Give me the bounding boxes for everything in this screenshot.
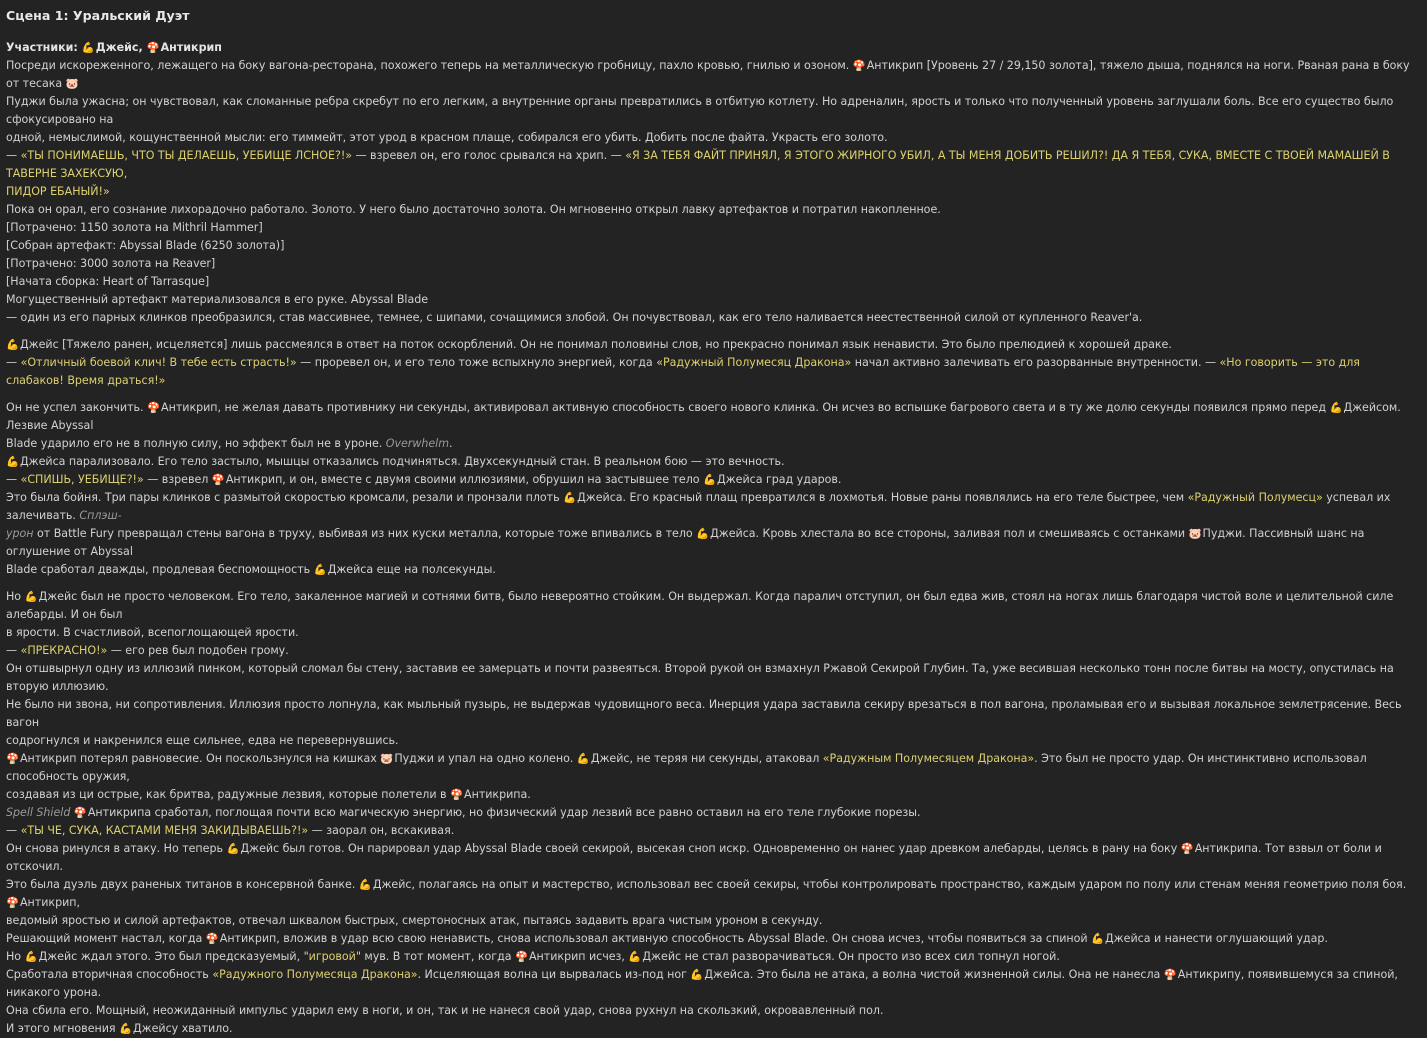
- story-line: Blade ударило его не в полную силу, но эффект был не в уроне. Overwhelm.: [6, 437, 453, 450]
- dialogue-quote: «ПРЕКРАСНО!»: [20, 644, 108, 657]
- flexed-biceps-icon: 💪: [1329, 402, 1343, 414]
- flexed-biceps-icon: 💪: [226, 843, 240, 855]
- mushroom-icon: 🍄: [147, 402, 161, 414]
- story-line: — «ТЫ ЧЕ, СУКА, КАСТАМИ МЕНЯ ЗАКИДЫВАЕШЬ?!» — заорал он, вскакивая.: [6, 824, 455, 837]
- story-line: урон от Battle Fury превращал стены вагона в труху, выбивая из них куски металла, которые тоже впивались в тело 💪Джейса. Кровь хлестала во все стороны, заливая пол и смешиваясь с останками 🐷Пуджи. Пассивный шанс на оглушение от Abyssal: [6, 527, 1365, 558]
- dialogue-quote: «Но говорить — это для слабаков! Время драться!»: [6, 356, 1360, 387]
- story-line: — «ТЫ ПОНИМАЕШЬ, ЧТО ТЫ ДЕЛАЕШЬ, УЕБИЩЕ ЛСНОЕ?!» — взревел он, его голос срывался на хрип. — «Я ЗА ТЕБЯ ФАЙТ ПРИНЯЛ, Я ЭТОГО ЖИРНОГО УБИЛ, А ТЫ МЕНЯ ДОБИТЬ РЕШИЛ?! ДА Я ТЕБЯ, СУКА, ВМЕСТЕ С ТВОЕЙ МАМАШЕЙ В ТАВЕРНЕ ЗАХЕКСУЮ,: [6, 149, 1390, 180]
- mushroom-icon: 🍄: [146, 42, 160, 54]
- story-line: Это была бойня. Три пары клинков с размытой скоростью кромсали, резали и пронзали плоть 💪Джейса. Его красный плащ превратился в лохмотья. Новые раны появлялись на его теле быстрее, чем «Радужный Полумесц» успевал их залечивать. Сплэш-: [6, 491, 1391, 522]
- paragraph-gap: [6, 327, 1417, 336]
- flexed-biceps-icon: 💪: [628, 951, 642, 963]
- story-line: Пока он орал, его сознание лихорадочно работало. Золото. У него было достаточно золота. Он мгновенно открыл лавку артефактов и потратил накопленное.: [6, 203, 941, 216]
- flexed-biceps-icon: 💪: [576, 753, 590, 765]
- mushroom-icon: 🍄: [73, 807, 87, 819]
- story-line: [Собран артефакт: Abyssal Blade (6250 золота)]: [6, 239, 285, 252]
- story-line: [Потрачено: 1150 золота на Mithril Hammer]: [6, 221, 263, 234]
- mushroom-icon: 🍄: [450, 789, 464, 801]
- story-line: 💪Джейса парализовало. Его тело застыло, мышцы отказались подчиняться. Двухсекундный стан. В реальном бою — это вечность.: [6, 453, 1417, 471]
- story-line: — «ПРЕКРАСНО!» — его рев был подобен грому.: [6, 644, 289, 657]
- story-line: создавая из ци острые, как бритва, радужные лезвия, которые полетели в 🍄Антикрипа.: [6, 786, 1417, 804]
- participant-antikrip: Антикрип: [160, 41, 222, 54]
- story-line: [Потрачено: 3000 золота на Reaver]: [6, 257, 216, 270]
- mushroom-icon: 🍄: [205, 933, 219, 945]
- paragraph-gap: [6, 579, 1417, 588]
- story-line: — «СПИШЬ, УЕБИЩЕ?!» — взревел 🍄Антикрип, и он, вместе с двумя своими иллюзиями, обрушил на застывшее тело 💪Джейса град ударов.: [6, 471, 1417, 489]
- dialogue-quote: «Отличный боевой клич! В тебе есть страсть!»: [20, 356, 297, 369]
- story-line: в ярости. В счастливой, всепоглощающей ярости.: [6, 626, 299, 639]
- story-line: Он отшвырнул одну из иллюзий пинком, который сломал бы стену, заставив ее замерцать и почти развеяться. Второй рукой он взмахнул Ржавой Секирой Глубин. Та, уже весившая несколько тонн после битвы на мосту, опустилась на вторую иллюзию.: [6, 662, 1394, 693]
- flexed-biceps-icon: 💪: [6, 456, 20, 468]
- dialogue-quote: «СПИШЬ, УЕБИЩЕ?!»: [20, 473, 144, 486]
- flexed-biceps-icon: 💪: [24, 951, 38, 963]
- story-line: одной, немыслимой, кощунственной мысли: его тиммейт, этот урод в красном плаще, собирался его убить. Добить после файта. Украсть его золото.: [6, 131, 888, 144]
- mushroom-icon: 🍄: [211, 474, 225, 486]
- story-line: Это была дуэль двух раненых титанов в консервной банке. 💪Джейс, полагаясь на опыт и мастерство, использовал вес своей секиры, чтобы контролировать пространство, каждым ударом по полу или стенам меняя геометрию поля боя. 🍄Антикрип,: [6, 876, 1417, 912]
- flexed-biceps-icon: 💪: [119, 1023, 133, 1035]
- italic-term: Overwhelm: [385, 437, 449, 450]
- flexed-biceps-icon: 💪: [690, 969, 704, 981]
- story-line: Он снова ринулся в атаку. Но теперь 💪Джейс был готов. Он парировал удар Abyssal Blade своей секирой, высекая сноп искр. Одновременно он нанес удар древком алебарды, целясь в рану на боку 🍄Антикрипа. Тот взвыл от боли и отскочил.: [6, 842, 1382, 873]
- flexed-biceps-icon: 💪: [6, 339, 20, 351]
- mushroom-icon: 🍄: [1163, 969, 1177, 981]
- pig-face-icon: 🐷: [65, 78, 79, 90]
- participant-jakes: Джейс: [95, 41, 139, 54]
- mushroom-icon: 🍄: [6, 753, 20, 765]
- mushroom-icon: 🍄: [515, 951, 529, 963]
- flexed-biceps-icon: 💪: [358, 879, 372, 891]
- pig-face-icon: 🐷: [380, 753, 394, 765]
- story-line: Она сбила его. Мощный, неожиданный импульс ударил ему в ноги, и он, так и не нанеся свой удар, снова рухнул на скользкий, окровавленный пол.: [6, 1004, 884, 1017]
- story-line: Пуджи была ужасна; он чувствовал, как сломанные ребра скребут по его легким, а внутренние органы превратились в отбитую котлету. Но адреналин, ярость и только что полученный уровень заглушали боль. Все его существо было сфокусировано на: [6, 95, 1394, 126]
- story-body: [6, 57, 1417, 1038]
- scene-title: Сцена 1: Уральский Дуэт: [6, 8, 190, 23]
- story-line: Могущественный артефакт материализовался в его руке. Abyssal Blade: [6, 293, 429, 306]
- story-line: ведомый яростью и силой артефактов, отвечал шквалом быстрых, смертоносных атак, пытаясь задавить врага чистым уроном в секунду.: [6, 914, 823, 927]
- story-line: Spell Shield 🍄Антикрипа сработал, поглощая почти всю магическую энергию, но физический удар лезвий все равно оставил на его теле глубокие порезы.: [6, 804, 1417, 822]
- story-line: [Начата сборка: Heart of Tarrasque]: [6, 275, 210, 288]
- dialogue-quote: «Радужный Полумес: [1187, 491, 1309, 504]
- dialogue-quote: «Я ЗА ТЕБЯ ФАЙТ ПРИНЯЛ, Я ЭТОГО ЖИРНОГО УБИЛ, А ТЫ МЕНЯ ДОБИТЬ РЕШИЛ?! ДА Я ТЕБЯ, СУКА, ВМЕСТЕ С ТВОЕЙ МАМАШЕЙ В ТАВЕРНЕ ЗАХЕКСУЮ,: [6, 149, 1390, 180]
- story-line: Посреди искореженного, лежащего на боку вагона-ресторана, похожего теперь на металлическую гробницу, пахло кровью, гнилью и озоном. 🍄Антикрип [Уровень 27 / 29,150 золота], тяжело дыша, поднялся на ноги. Рваная рана в боку от тесака 🐷: [6, 57, 1417, 93]
- dialogue-quote: «Радужный Полумесяц Дракона»: [656, 356, 852, 369]
- paragraph-gap: [6, 390, 1417, 399]
- mushroom-icon: 🍄: [1180, 843, 1194, 855]
- dialogue-quote: «Радужным Полумесяцем Дракона»: [822, 752, 1035, 765]
- story-line: Решающий момент настал, когда 🍄Антикрип, вложив в удар всю свою ненависть, снова использовал активную способность Abyssal Blade. Он снова исчез, чтобы появиться за спиной 💪Джейса и нанести оглушающий удар.: [6, 930, 1417, 948]
- story-line: Не было ни звона, ни сопротивления. Иллюзия просто лопнула, как мыльный пузырь, не выдержав чудовищного веса. Инерция удара заставила секиру врезаться в пол вагона, проламывая его и вызывая локальное землетрясение. Весь вагон: [6, 698, 1402, 729]
- dialogue-quote: «ТЫ ПОНИМАЕШЬ, ЧТО ТЫ ДЕЛАЕШЬ, УЕБИЩЕ ЛСНОЕ?!»: [20, 149, 352, 162]
- participants-line: Участники: 💪Джейс, 🍄Антикрип: [6, 39, 1417, 57]
- flexed-biceps-icon: 💪: [313, 564, 327, 576]
- story-line: И этого мгновения 💪Джейсу хватило.: [6, 1020, 1417, 1038]
- dialogue-quote: «ТЫ ЧЕ, СУКА, КАСТАМИ МЕНЯ ЗАКИДЫВАЕШЬ?!»: [20, 824, 309, 837]
- italic-term: Spell Shield: [6, 806, 71, 819]
- flexed-biceps-icon: 💪: [563, 492, 577, 504]
- story-line: Но 💪Джейс был не просто человеком. Его тело, закаленное магией и сотнями битв, было невероятно стойким. Он выдержал. Когда паралич отступил, он был едва жив, стоял на ногах лишь благодаря чистой воле и целительной силе алебарды. И он был: [6, 590, 1394, 621]
- mushroom-icon: 🍄: [852, 60, 866, 72]
- flexed-biceps-icon: 💪: [1091, 933, 1105, 945]
- participants-label: Участники:: [6, 41, 78, 54]
- story-line: Blade сработал дважды, продлевая беспомощность 💪Джейса еще на полсекунды.: [6, 561, 1417, 579]
- story-line: [6, 183, 1417, 201]
- story-line: — «Отличный боевой клич! В тебе есть страсть!» — проревел он, и его тело тоже вспыхнуло энергией, когда «Радужный Полумесяц Дракона» начал активно залечивать его разорванные внутренности. — «Но говорить — это для слабаков! Время драться!»: [6, 356, 1360, 387]
- story-line: — один из его парных клинков преобразился, став массивнее, темнее, с шипами, сочащимися злобой. Он почувствовал, как его тело наливается неестественной силой от купленного Reaver'а.: [6, 311, 1143, 324]
- dialogue-quote: игровой: [308, 950, 356, 963]
- story-line: Сработала вторичная способность «Радужного Полумесяца Дракона». Исцеляющая волна ци вырвалась из-под ног 💪Джейса. Это была не атака, а волна чистой жизненной силы. Она не нанесла 🍄Антикрипу, появившемуся за спиной, никакого урона.: [6, 968, 1398, 999]
- pig-face-icon: 🐷: [1188, 528, 1202, 540]
- flexed-biceps-icon: 💪: [696, 528, 710, 540]
- mushroom-icon: 🍄: [6, 897, 20, 909]
- story-line: Но 💪Джейс ждал этого. Это был предсказуемый, "игровой" мув. В тот момент, когда 🍄Антикрип исчез, 💪Джейс не стал разворачиваться. Он просто изо всех сил топнул ногой.: [6, 948, 1417, 966]
- dialogue-quote: «Радужного Полумесяца Дракона»: [212, 968, 418, 981]
- italic-term: Сплэш-: [79, 509, 122, 522]
- story-line: Он не успел закончить. 🍄Антикрип, не желая давать противнику ни секунды, активировал активную способность своего нового клинка. Он исчез во вспышке багрового света и в ту же долю секунды появился прямо перед 💪Джейсом. Лезвие Abyssal: [6, 401, 1401, 432]
- flexed-biceps-icon: 💪: [81, 42, 95, 54]
- dialogue-quote: ПИДОР ЕБАНЫЙ!»: [6, 185, 110, 198]
- dialogue-quote: ц»: [1308, 491, 1323, 504]
- flexed-biceps-icon: 💪: [703, 474, 717, 486]
- flexed-biceps-icon: 💪: [24, 591, 38, 603]
- italic-term: урон: [6, 527, 34, 540]
- story-line: 💪Джейс [Тяжело ранен, исцеляется] лишь рассмеялся в ответ на поток оскорблений. Он не понимал половины слов, но прекрасно понимал язык ненависти. Это было прелюдией к хорошей драке.: [6, 336, 1417, 354]
- story-line: содрогнулся и накренился еще сильнее, едва не перевернувшись.: [6, 734, 399, 747]
- story-line: 🍄Антикрип потерял равновесие. Он поскользнулся на кишках 🐷Пуджи и упал на одно колено. 💪Джейс, не теряя ни секунды, атаковал «Радужным Полумесяцем Дракона». Это был не просто удар. Он инстинктивно использовал способность оружия,: [6, 752, 1367, 783]
